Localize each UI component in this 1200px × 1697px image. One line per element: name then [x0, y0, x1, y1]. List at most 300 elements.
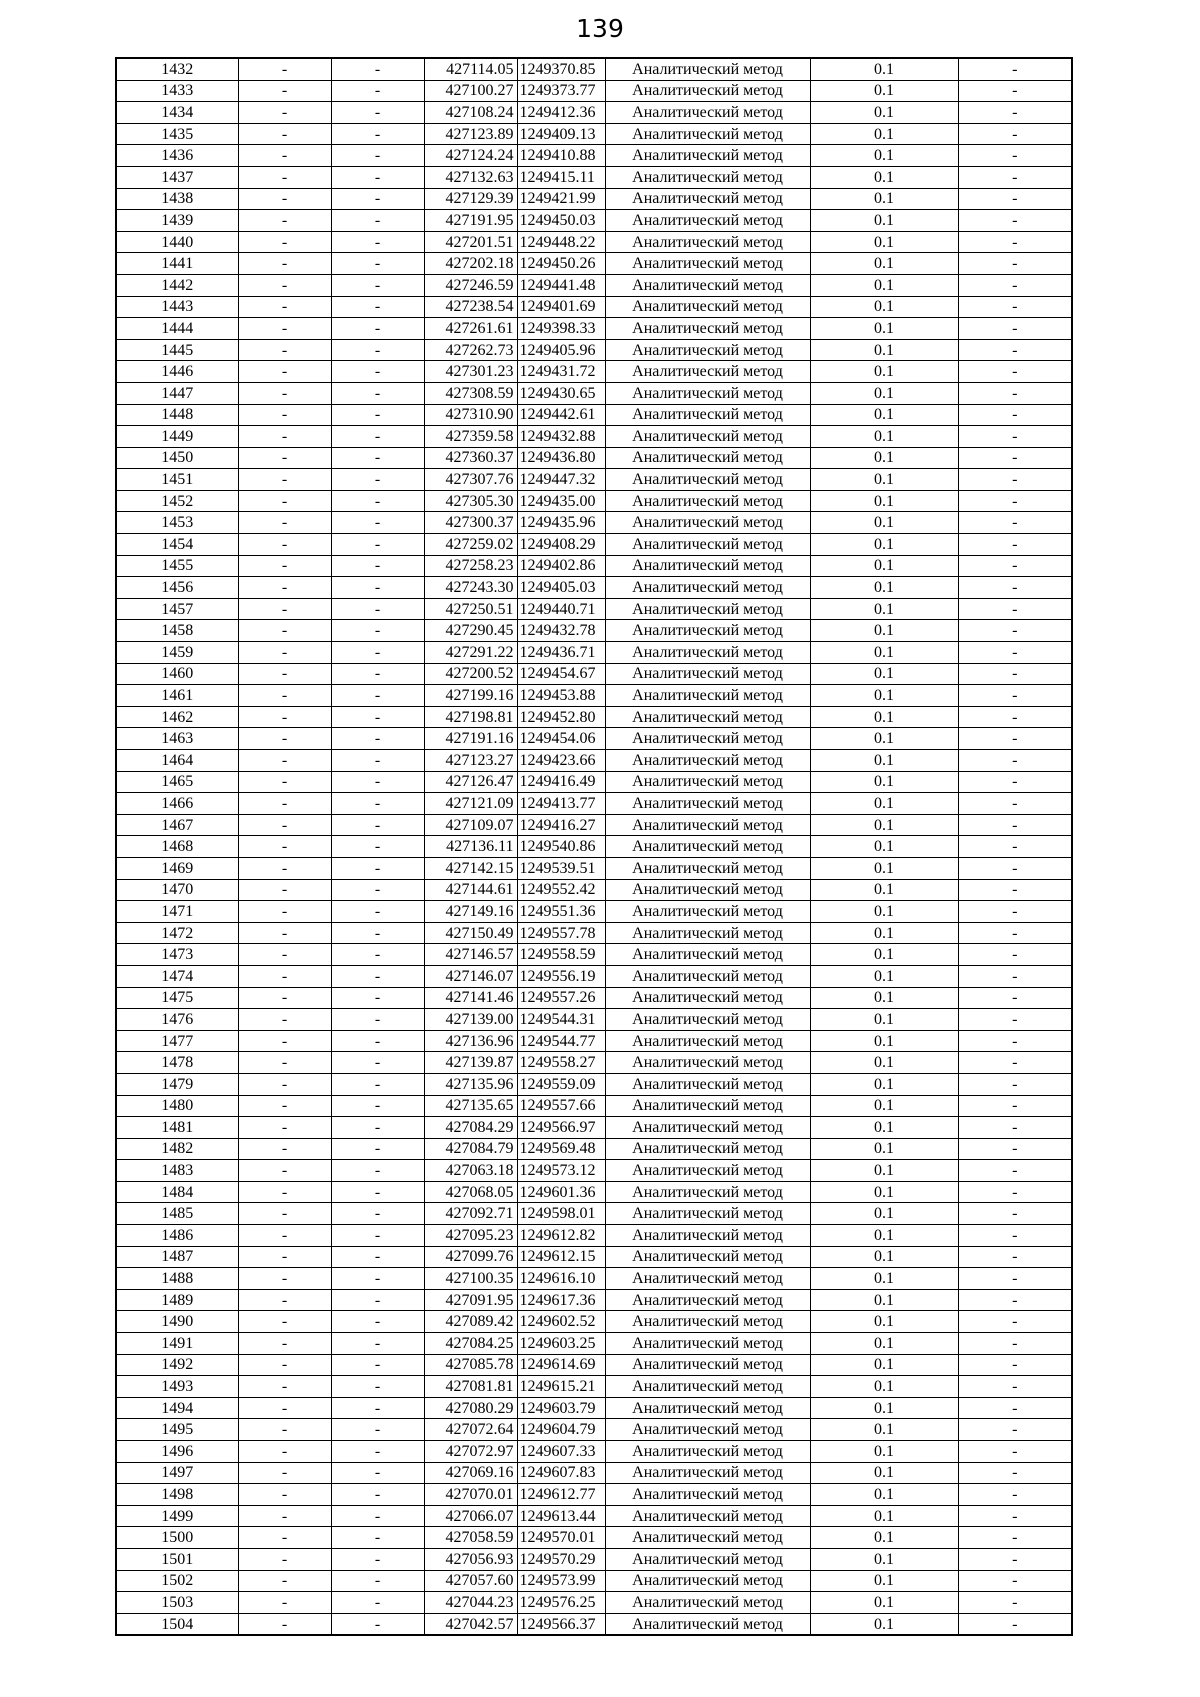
old-x-cell: - — [238, 1354, 331, 1376]
old-y-cell: - — [331, 879, 424, 901]
description-cell: - — [958, 1333, 1072, 1355]
old-x-cell: - — [238, 490, 331, 512]
method-cell: Аналитический метод — [605, 102, 810, 124]
y-coordinate-cell: 1249432.78 — [517, 620, 605, 642]
accuracy-cell: 0.1 — [810, 857, 958, 879]
method-cell: Аналитический метод — [605, 1570, 810, 1592]
table-row — [116, 1527, 1072, 1549]
table-row — [116, 857, 1072, 879]
y-coordinate-cell: 1249570.29 — [517, 1548, 605, 1570]
description-cell: - — [958, 814, 1072, 836]
method-cell: Аналитический метод — [605, 965, 810, 987]
y-coordinate-cell: 1249603.79 — [517, 1397, 605, 1419]
table-row — [116, 706, 1072, 728]
old-y-cell: - — [331, 1613, 424, 1635]
point-number-cell: 1439 — [116, 210, 238, 232]
old-x-cell: - — [238, 1419, 331, 1441]
method-cell: Аналитический метод — [605, 1484, 810, 1506]
x-coordinate-cell: 427095.23 — [424, 1225, 517, 1247]
table-row — [116, 296, 1072, 318]
accuracy-cell: 0.1 — [810, 728, 958, 750]
x-coordinate-cell: 427092.71 — [424, 1203, 517, 1225]
table-row — [116, 663, 1072, 685]
old-x-cell: - — [238, 836, 331, 858]
table-row — [116, 1613, 1072, 1635]
x-coordinate-cell: 427191.16 — [424, 728, 517, 750]
x-coordinate-cell: 427261.61 — [424, 318, 517, 340]
old-x-cell: - — [238, 1397, 331, 1419]
x-coordinate-cell: 427135.65 — [424, 1095, 517, 1117]
old-x-cell: - — [238, 1462, 331, 1484]
table-row — [116, 879, 1072, 901]
method-cell: Аналитический метод — [605, 555, 810, 577]
x-coordinate-cell: 427109.07 — [424, 814, 517, 836]
point-number-cell: 1478 — [116, 1052, 238, 1074]
accuracy-cell: 0.1 — [810, 534, 958, 556]
point-number-cell: 1486 — [116, 1225, 238, 1247]
table-row — [116, 1419, 1072, 1441]
description-cell: - — [958, 1009, 1072, 1031]
old-y-cell: - — [331, 1548, 424, 1570]
y-coordinate-cell: 1249412.36 — [517, 102, 605, 124]
table-row — [116, 1095, 1072, 1117]
x-coordinate-cell: 427258.23 — [424, 555, 517, 577]
y-coordinate-cell: 1249454.06 — [517, 728, 605, 750]
table-row — [116, 1138, 1072, 1160]
x-coordinate-cell: 427084.25 — [424, 1333, 517, 1355]
y-coordinate-cell: 1249435.00 — [517, 490, 605, 512]
description-cell: - — [958, 706, 1072, 728]
method-cell: Аналитический метод — [605, 361, 810, 383]
x-coordinate-cell: 427146.07 — [424, 965, 517, 987]
accuracy-cell: 0.1 — [810, 1333, 958, 1355]
accuracy-cell: 0.1 — [810, 512, 958, 534]
description-cell: - — [958, 1268, 1072, 1290]
y-coordinate-cell: 1249612.15 — [517, 1246, 605, 1268]
old-y-cell: - — [331, 145, 424, 167]
old-x-cell: - — [238, 706, 331, 728]
method-cell: Аналитический метод — [605, 987, 810, 1009]
point-number-cell: 1441 — [116, 253, 238, 275]
old-y-cell: - — [331, 534, 424, 556]
y-coordinate-cell: 1249436.80 — [517, 447, 605, 469]
method-cell: Аналитический метод — [605, 318, 810, 340]
point-number-cell: 1440 — [116, 231, 238, 253]
description-cell: - — [958, 793, 1072, 815]
method-cell: Аналитический метод — [605, 145, 810, 167]
y-coordinate-cell: 1249440.71 — [517, 598, 605, 620]
old-x-cell: - — [238, 814, 331, 836]
x-coordinate-cell: 427124.24 — [424, 145, 517, 167]
y-coordinate-cell: 1249413.77 — [517, 793, 605, 815]
old-y-cell: - — [331, 1484, 424, 1506]
point-number-cell: 1483 — [116, 1160, 238, 1182]
description-cell: - — [958, 1246, 1072, 1268]
description-cell: - — [958, 965, 1072, 987]
accuracy-cell: 0.1 — [810, 1354, 958, 1376]
description-cell: - — [958, 750, 1072, 772]
old-x-cell: - — [238, 1203, 331, 1225]
old-y-cell: - — [331, 750, 424, 772]
point-number-cell: 1479 — [116, 1073, 238, 1095]
description-cell: - — [958, 1376, 1072, 1398]
old-y-cell: - — [331, 901, 424, 923]
y-coordinate-cell: 1249607.83 — [517, 1462, 605, 1484]
description-cell: - — [958, 555, 1072, 577]
point-number-cell: 1449 — [116, 426, 238, 448]
table-row — [116, 1289, 1072, 1311]
accuracy-cell: 0.1 — [810, 1592, 958, 1614]
old-y-cell: - — [331, 577, 424, 599]
point-number-cell: 1434 — [116, 102, 238, 124]
point-number-cell: 1452 — [116, 490, 238, 512]
accuracy-cell: 0.1 — [810, 598, 958, 620]
x-coordinate-cell: 427070.01 — [424, 1484, 517, 1506]
table-row — [116, 1462, 1072, 1484]
old-x-cell: - — [238, 1095, 331, 1117]
point-number-cell: 1499 — [116, 1505, 238, 1527]
point-number-cell: 1450 — [116, 447, 238, 469]
x-coordinate-cell: 427100.27 — [424, 80, 517, 102]
method-cell: Аналитический метод — [605, 1181, 810, 1203]
old-x-cell: - — [238, 426, 331, 448]
x-coordinate-cell: 427072.97 — [424, 1441, 517, 1463]
description-cell: - — [958, 1311, 1072, 1333]
x-coordinate-cell: 427136.96 — [424, 1030, 517, 1052]
method-cell: Аналитический метод — [605, 1592, 810, 1614]
point-number-cell: 1493 — [116, 1376, 238, 1398]
method-cell: Аналитический метод — [605, 447, 810, 469]
y-coordinate-cell: 1249557.78 — [517, 922, 605, 944]
description-cell: - — [958, 879, 1072, 901]
accuracy-cell: 0.1 — [810, 318, 958, 340]
description-cell: - — [958, 1462, 1072, 1484]
y-coordinate-cell: 1249614.69 — [517, 1354, 605, 1376]
old-x-cell: - — [238, 361, 331, 383]
old-x-cell: - — [238, 1160, 331, 1182]
description-cell: - — [958, 1203, 1072, 1225]
old-y-cell: - — [331, 1419, 424, 1441]
table-row — [116, 1160, 1072, 1182]
x-coordinate-cell: 427259.02 — [424, 534, 517, 556]
old-x-cell: - — [238, 1484, 331, 1506]
old-y-cell: - — [331, 1203, 424, 1225]
accuracy-cell: 0.1 — [810, 1246, 958, 1268]
x-coordinate-cell: 427100.35 — [424, 1268, 517, 1290]
x-coordinate-cell: 427307.76 — [424, 469, 517, 491]
accuracy-cell: 0.1 — [810, 1527, 958, 1549]
y-coordinate-cell: 1249441.48 — [517, 274, 605, 296]
point-number-cell: 1480 — [116, 1095, 238, 1117]
accuracy-cell: 0.1 — [810, 771, 958, 793]
y-coordinate-cell: 1249453.88 — [517, 685, 605, 707]
y-coordinate-cell: 1249423.66 — [517, 750, 605, 772]
x-coordinate-cell: 427301.23 — [424, 361, 517, 383]
point-number-cell: 1438 — [116, 188, 238, 210]
old-x-cell: - — [238, 1117, 331, 1139]
accuracy-cell: 0.1 — [810, 1311, 958, 1333]
y-coordinate-cell: 1249602.52 — [517, 1311, 605, 1333]
x-coordinate-cell: 427058.59 — [424, 1527, 517, 1549]
method-cell: Аналитический метод — [605, 1376, 810, 1398]
description-cell: - — [958, 598, 1072, 620]
point-number-cell: 1462 — [116, 706, 238, 728]
point-number-cell: 1467 — [116, 814, 238, 836]
table-row — [116, 145, 1072, 167]
description-cell: - — [958, 577, 1072, 599]
x-coordinate-cell: 427191.95 — [424, 210, 517, 232]
old-x-cell: - — [238, 1138, 331, 1160]
table-row — [116, 534, 1072, 556]
old-x-cell: - — [238, 1613, 331, 1635]
description-cell: - — [958, 123, 1072, 145]
old-x-cell: - — [238, 1333, 331, 1355]
table-row — [116, 685, 1072, 707]
description-cell: - — [958, 145, 1072, 167]
old-y-cell: - — [331, 318, 424, 340]
old-y-cell: - — [331, 210, 424, 232]
old-x-cell: - — [238, 1289, 331, 1311]
table-row — [116, 361, 1072, 383]
table-row — [116, 253, 1072, 275]
x-coordinate-cell: 427080.29 — [424, 1397, 517, 1419]
old-x-cell: - — [238, 447, 331, 469]
old-x-cell: - — [238, 598, 331, 620]
y-coordinate-cell: 1249616.10 — [517, 1268, 605, 1290]
y-coordinate-cell: 1249558.27 — [517, 1052, 605, 1074]
table-row — [116, 382, 1072, 404]
x-coordinate-cell: 427139.00 — [424, 1009, 517, 1031]
point-number-cell: 1442 — [116, 274, 238, 296]
old-x-cell: - — [238, 339, 331, 361]
accuracy-cell: 0.1 — [810, 642, 958, 664]
table-row — [116, 1246, 1072, 1268]
old-y-cell: - — [331, 361, 424, 383]
y-coordinate-cell: 1249556.19 — [517, 965, 605, 987]
method-cell: Аналитический метод — [605, 534, 810, 556]
y-coordinate-cell: 1249607.33 — [517, 1441, 605, 1463]
old-x-cell: - — [238, 965, 331, 987]
accuracy-cell: 0.1 — [810, 1160, 958, 1182]
old-x-cell: - — [238, 1268, 331, 1290]
method-cell: Аналитический метод — [605, 1095, 810, 1117]
description-cell: - — [958, 102, 1072, 124]
x-coordinate-cell: 427360.37 — [424, 447, 517, 469]
x-coordinate-cell: 427084.79 — [424, 1138, 517, 1160]
point-number-cell: 1500 — [116, 1527, 238, 1549]
old-y-cell: - — [331, 1527, 424, 1549]
table-row — [116, 1376, 1072, 1398]
accuracy-cell: 0.1 — [810, 944, 958, 966]
accuracy-cell: 0.1 — [810, 58, 958, 80]
point-number-cell: 1498 — [116, 1484, 238, 1506]
y-coordinate-cell: 1249612.77 — [517, 1484, 605, 1506]
description-cell: - — [958, 1441, 1072, 1463]
point-number-cell: 1497 — [116, 1462, 238, 1484]
description-cell: - — [958, 1289, 1072, 1311]
x-coordinate-cell: 427068.05 — [424, 1181, 517, 1203]
accuracy-cell: 0.1 — [810, 490, 958, 512]
page-number: 139 — [576, 14, 624, 43]
table-row — [116, 469, 1072, 491]
accuracy-cell: 0.1 — [810, 879, 958, 901]
point-number-cell: 1489 — [116, 1289, 238, 1311]
x-coordinate-cell: 427141.46 — [424, 987, 517, 1009]
accuracy-cell: 0.1 — [810, 750, 958, 772]
y-coordinate-cell: 1249450.26 — [517, 253, 605, 275]
old-x-cell: - — [238, 1225, 331, 1247]
method-cell: Аналитический метод — [605, 1052, 810, 1074]
description-cell: - — [958, 1505, 1072, 1527]
table-row — [116, 274, 1072, 296]
old-y-cell: - — [331, 426, 424, 448]
method-cell: Аналитический метод — [605, 382, 810, 404]
table-row — [116, 836, 1072, 858]
old-y-cell: - — [331, 58, 424, 80]
x-coordinate-cell: 427198.81 — [424, 706, 517, 728]
method-cell: Аналитический метод — [605, 404, 810, 426]
table-row — [116, 210, 1072, 232]
description-cell: - — [958, 231, 1072, 253]
y-coordinate-cell: 1249559.09 — [517, 1073, 605, 1095]
table-row — [116, 318, 1072, 340]
old-x-cell: - — [238, 944, 331, 966]
old-x-cell: - — [238, 274, 331, 296]
old-y-cell: - — [331, 512, 424, 534]
y-coordinate-cell: 1249539.51 — [517, 857, 605, 879]
x-coordinate-cell: 427149.16 — [424, 901, 517, 923]
old-y-cell: - — [331, 490, 424, 512]
table-row — [116, 620, 1072, 642]
description-cell: - — [958, 534, 1072, 556]
x-coordinate-cell: 427142.15 — [424, 857, 517, 879]
method-cell: Аналитический метод — [605, 210, 810, 232]
y-coordinate-cell: 1249450.03 — [517, 210, 605, 232]
old-x-cell: - — [238, 1073, 331, 1095]
table-row — [116, 555, 1072, 577]
x-coordinate-cell: 427042.57 — [424, 1613, 517, 1635]
accuracy-cell: 0.1 — [810, 404, 958, 426]
point-number-cell: 1464 — [116, 750, 238, 772]
description-cell: - — [958, 1138, 1072, 1160]
description-cell: - — [958, 1527, 1072, 1549]
old-y-cell: - — [331, 1095, 424, 1117]
old-y-cell: - — [331, 1592, 424, 1614]
point-number-cell: 1474 — [116, 965, 238, 987]
table-row — [116, 1441, 1072, 1463]
x-coordinate-cell: 427200.52 — [424, 663, 517, 685]
table-row — [116, 404, 1072, 426]
old-x-cell: - — [238, 253, 331, 275]
method-cell: Аналитический метод — [605, 339, 810, 361]
table-row — [116, 1268, 1072, 1290]
method-cell: Аналитический метод — [605, 231, 810, 253]
point-number-cell: 1466 — [116, 793, 238, 815]
accuracy-cell: 0.1 — [810, 166, 958, 188]
point-number-cell: 1448 — [116, 404, 238, 426]
old-x-cell: - — [238, 771, 331, 793]
method-cell: Аналитический метод — [605, 1138, 810, 1160]
y-coordinate-cell: 1249447.32 — [517, 469, 605, 491]
y-coordinate-cell: 1249540.86 — [517, 836, 605, 858]
y-coordinate-cell: 1249566.37 — [517, 1613, 605, 1635]
table-row — [116, 1117, 1072, 1139]
old-y-cell: - — [331, 685, 424, 707]
old-x-cell: - — [238, 1246, 331, 1268]
x-coordinate-cell: 427126.47 — [424, 771, 517, 793]
y-coordinate-cell: 1249557.66 — [517, 1095, 605, 1117]
point-number-cell: 1461 — [116, 685, 238, 707]
y-coordinate-cell: 1249373.77 — [517, 80, 605, 102]
old-y-cell: - — [331, 771, 424, 793]
method-cell: Аналитический метод — [605, 188, 810, 210]
description-cell: - — [958, 166, 1072, 188]
old-x-cell: - — [238, 663, 331, 685]
accuracy-cell: 0.1 — [810, 339, 958, 361]
y-coordinate-cell: 1249551.36 — [517, 901, 605, 923]
old-y-cell: - — [331, 447, 424, 469]
method-cell: Аналитический метод — [605, 490, 810, 512]
description-cell: - — [958, 469, 1072, 491]
point-number-cell: 1473 — [116, 944, 238, 966]
accuracy-cell: 0.1 — [810, 80, 958, 102]
old-x-cell: - — [238, 534, 331, 556]
accuracy-cell: 0.1 — [810, 1505, 958, 1527]
table-row — [116, 1484, 1072, 1506]
old-y-cell: - — [331, 987, 424, 1009]
y-coordinate-cell: 1249416.49 — [517, 771, 605, 793]
method-cell: Аналитический метод — [605, 123, 810, 145]
old-x-cell: - — [238, 685, 331, 707]
accuracy-cell: 0.1 — [810, 663, 958, 685]
method-cell: Аналитический метод — [605, 642, 810, 664]
accuracy-cell: 0.1 — [810, 253, 958, 275]
table-row — [116, 447, 1072, 469]
table-row — [116, 1548, 1072, 1570]
description-cell: - — [958, 1225, 1072, 1247]
method-cell: Аналитический метод — [605, 922, 810, 944]
description-cell: - — [958, 620, 1072, 642]
y-coordinate-cell: 1249604.79 — [517, 1419, 605, 1441]
x-coordinate-cell: 427136.11 — [424, 836, 517, 858]
old-y-cell: - — [331, 404, 424, 426]
point-number-cell: 1451 — [116, 469, 238, 491]
point-number-cell: 1469 — [116, 857, 238, 879]
old-y-cell: - — [331, 620, 424, 642]
old-y-cell: - — [331, 1289, 424, 1311]
point-number-cell: 1435 — [116, 123, 238, 145]
old-y-cell: - — [331, 663, 424, 685]
table-row — [116, 1181, 1072, 1203]
old-y-cell: - — [331, 80, 424, 102]
description-cell: - — [958, 642, 1072, 664]
method-cell: Аналитический метод — [605, 771, 810, 793]
table-row — [116, 58, 1072, 80]
y-coordinate-cell: 1249601.36 — [517, 1181, 605, 1203]
accuracy-cell: 0.1 — [810, 1095, 958, 1117]
old-y-cell: - — [331, 1333, 424, 1355]
x-coordinate-cell: 427202.18 — [424, 253, 517, 275]
method-cell: Аналитический метод — [605, 901, 810, 923]
accuracy-cell: 0.1 — [810, 836, 958, 858]
table-row — [116, 231, 1072, 253]
y-coordinate-cell: 1249405.96 — [517, 339, 605, 361]
y-coordinate-cell: 1249430.65 — [517, 382, 605, 404]
accuracy-cell: 0.1 — [810, 361, 958, 383]
x-coordinate-cell: 427123.89 — [424, 123, 517, 145]
y-coordinate-cell: 1249398.33 — [517, 318, 605, 340]
accuracy-cell: 0.1 — [810, 231, 958, 253]
